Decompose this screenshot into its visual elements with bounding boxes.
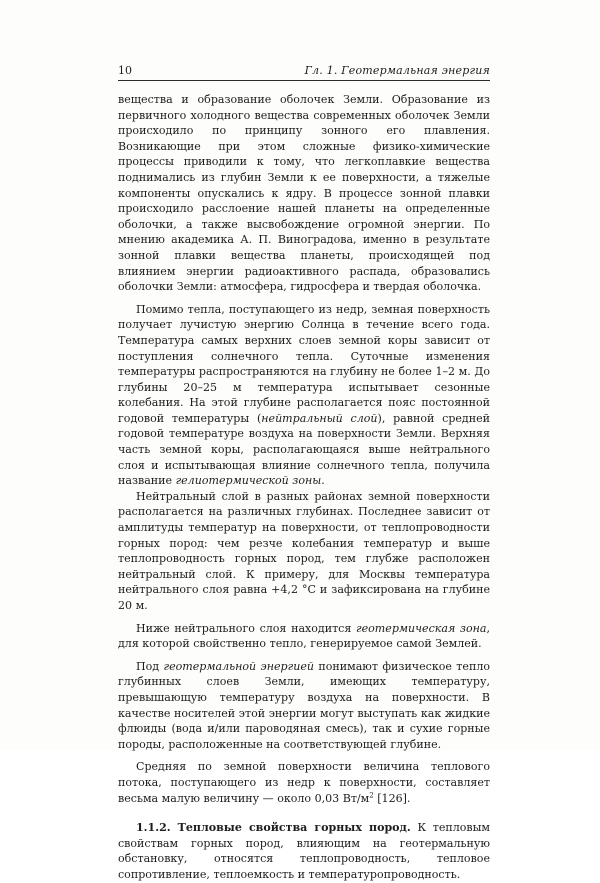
paragraph-geothermal-zone (118, 621, 490, 652)
running-title: Гл. 1. Геотермальная энергия (304, 64, 490, 77)
term-geothermal-zone: геотермическая зона (356, 621, 487, 635)
paragraph-text: К тепловым свойствам горных пород, влияющим на геотермальную обстановку, относятся теплопроводность, тепловое сопротивление, теплоемкость и температуропроводность. (118, 821, 491, 881)
paragraph-neutral-layer: Нейтральный слой в разных районах земной поверхности располагается на различных глубинах. Последнее зависит от амплитуды температур на поверхности, от теплопроводности горных пород: чем резче колебания температур и выше теплопроводность горных пород, тем глубже расположен нейтральный слой. К примеру, для Москвы температура нейтрального слоя равна +4,2 °С и зафиксирована на глубине 20 м. (118, 489, 490, 612)
paragraph-text: [126]. (373, 791, 411, 805)
paragraph-solar-energy (118, 302, 490, 489)
page-body (118, 92, 490, 883)
term-geothermal-energy: геотермальной энергией (163, 659, 314, 673)
page-number: 10 (118, 64, 132, 77)
paragraph-geothermal-energy (118, 659, 490, 753)
paragraph-text: . (321, 474, 325, 488)
term-neutral-layer: нейтральный слой (261, 411, 378, 425)
paragraph-text: понимают физическое тепло глубинных слоев Земли, имеющих температуру, превышающую температуру воздуха на поверхности. В качестве носителей этой энергии могут выступать как жидкие флюиды (вода и/или пароводяная смесь), так и сухие горные породы, расположенные на соответствующей глубине. (118, 659, 490, 751)
section-paragraph (118, 820, 490, 882)
paragraph-text: , для которой свойственно тепло, генерируемое самой Землей. (118, 621, 490, 651)
page-header (118, 62, 490, 81)
paragraph-heat-flow (118, 759, 490, 806)
paragraph-text: Средняя по земной поверхности величина теплового потока, поступающего из недр к поверхности, составляет весьма малую величину — около 0,03 Вт/м (118, 760, 490, 805)
paragraph-text: Под (136, 659, 164, 673)
superscript: 2 (369, 790, 374, 799)
paragraph-text: Ниже нейтрального слоя находится (136, 621, 357, 635)
term-heliothermal-zone: гелиотермической зоны (175, 474, 322, 488)
paragraph-continued: вещества и образование оболочек Земли. Образование из первичного холодного вещества современных оболочек Земли происходило по принципу зонного его плавления. Возникающие при этом сложные физико-химические процессы приводили к тому, что легкоплавкие вещества поднимались из глубин Земли к ее поверхности, а тяжелые компоненты опускались к ядру. В процессе зонной плавки происходило расслоение нашей планеты на определенные оболочки, а также высвобождение огромной энергии. По мнению академика А. П. Виноградова, именно в результате зонной плавки вещества планеты, происходящей под влиянием энергии радиоактивного распада, образовались оболочки Земли: атмосфера, гидросфера и твердая оболочка. (118, 93, 490, 294)
paragraph-text: ), равной средней годовой температуре воздуха на поверхности Земли. Верхняя часть земной коры, располагающаяся выше нейтрального слоя и испытывающая влияние солнечного тепла, получила название (118, 411, 490, 488)
section-heading: 1.1.2. Тепловые свойства горных пород. (136, 821, 411, 835)
paragraph-text: Помимо тепла, поступающего из недр, земная поверхность получает лучистую энергию Солнца в течение всего года. Температура самых верхних слоев земной коры зависит от поступления солнечного тепла. Суточные изменения температуры распространяются на глубину не более 1–2 м. До глубины 20–25 м температура испытывает сезонные колебания. На этой глубине располагается пояс постоянной годовой температуры ( (118, 302, 490, 425)
